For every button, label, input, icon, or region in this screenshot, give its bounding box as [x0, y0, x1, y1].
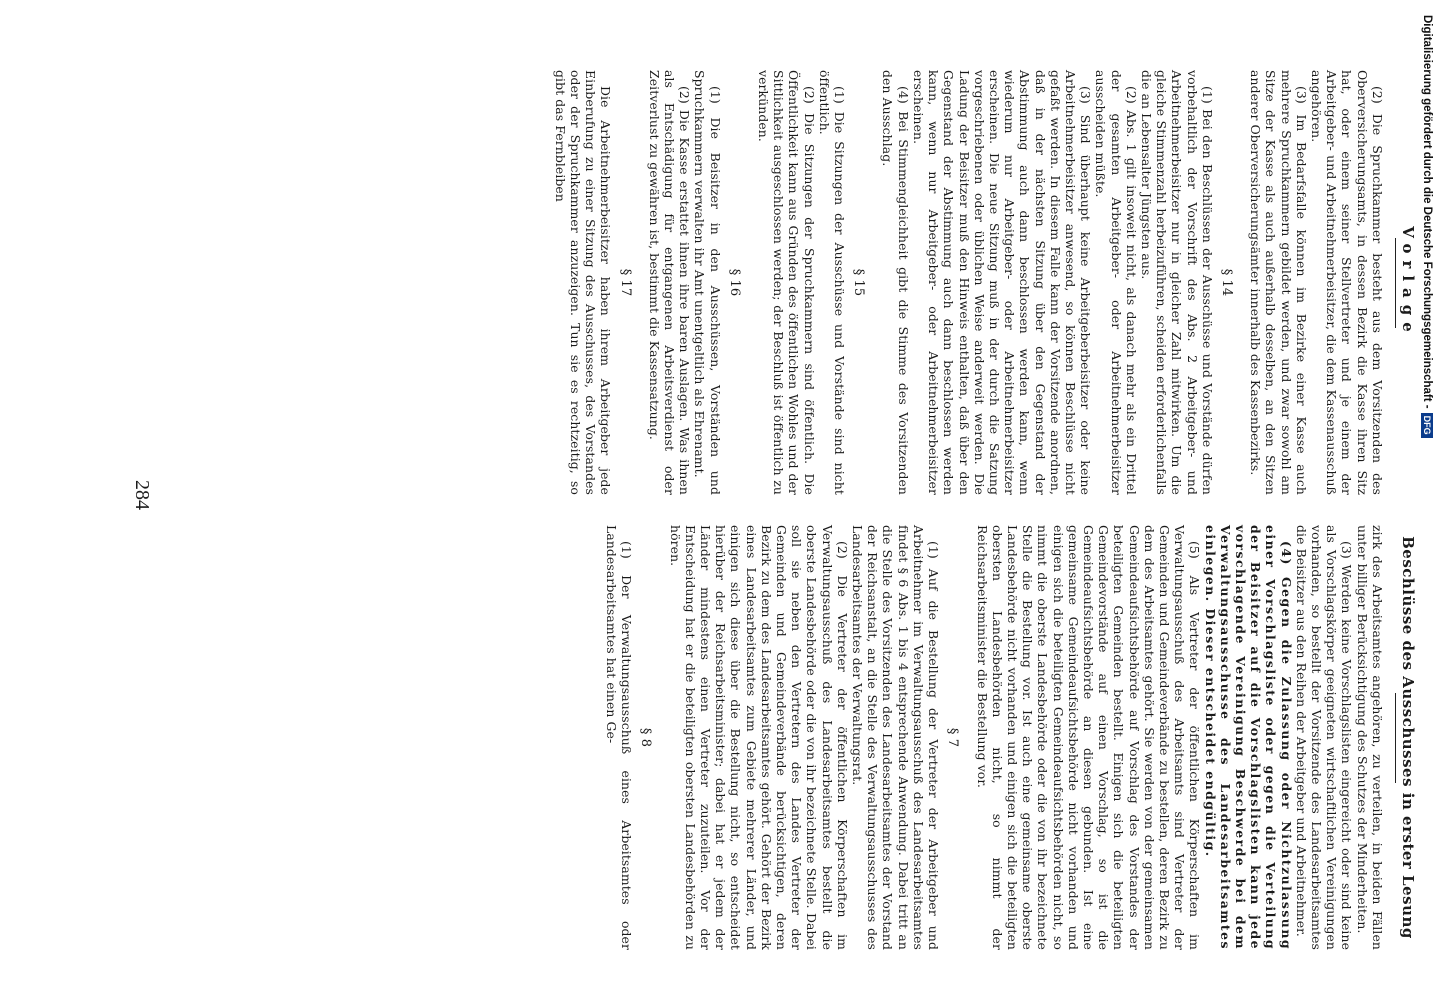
funding-credit [1421, 15, 1433, 438]
paragraph: (2) Die Kasse erstattet ihnen ihre baren Auslagen. Was ihnen als Entschädigung für entgangenen Arbeitsverdienst oder Zeitverlust zu gewähren ist, bestimmt die Kassensatzung. [646, 70, 693, 495]
paragraph: (1) Der Verwaltungsausschuß eines Arbeitsamtes oder Landesarbeitsamtes hat einen Ge- [604, 525, 635, 950]
funding-credit-text: Digitalisierung gefördert durch die Deutsche Forschungsgemeinschaft - [1420, 15, 1433, 409]
paragraph: (4) Bei Stimmengleichheit gibt die Stimme des Vorsitzenden den Ausschlag. [880, 70, 911, 495]
paragraph: (3) Im Bedarfsfalle können im Bezirke einer Kasse auch mehrere Spruchkammern gebildet werden, und zwar sowohl am Sitze der Kasse als auch außerhalb desselben, an den Sitzen anderer Oberversicherungsämter innerhalb des Kassenbezirks. [1248, 70, 1309, 495]
dfg-logo: DFG [1421, 413, 1433, 438]
section-title: § 14 [1218, 268, 1234, 297]
paragraph: (1) Die Sitzungen der Ausschüsse und Vorstände sind nicht öffentlich. [816, 70, 848, 495]
section-title: § 15 [851, 268, 867, 297]
paragraph: (4) Gegen die Zulassung oder Nichtzulassung einer Vorschlagsliste oder gegen die Verteilung der Beisitzer auf die Vorschlagslisten kann jede vorschlagende Vereinigung Beschwerde bei dem Verwaltungsausschusse des Landesarbeitsamtes einlegen. Dieser entscheidet endgültig. [1202, 525, 1294, 950]
right-column [604, 525, 1415, 950]
paragraph: (2) Abs. 1 gilt insoweit nicht, als danach mehr als ein Drittel der gesamten Arbeitgeber- oder Arbeitnehmerbeisitzer ausscheiden müßte. [1093, 70, 1139, 495]
section-title: § 7 [945, 727, 961, 748]
heading-rule [1395, 693, 1396, 783]
heading-rule [1395, 238, 1396, 328]
paragraph: Die Arbeitnehmerbeisitzer haben ihrem Arbeitgeber jede Einberufung zu einer Sitzung des Ausschusses, des Vorstandes oder der Spruchkammer anzuzeigen. Tun sie es rechtzeitig, so gibt das Fernbleiben [552, 70, 614, 495]
paragraph: (2) Die Spruchkammer besteht aus dem Vorsitzenden des Oberversicherungsamts, in dessen Bezirk die Kasse ihren Sitz hat, oder einem seiner Stellvertreter und je einem der Arbeitgeber- und Arbeitnehmerbeisitzer, die dem Kassenausschuß angehören. [1308, 70, 1385, 495]
page-number: 284 [131, 480, 153, 510]
paragraph: (3) Werden keine Vorschlagslisten eingereicht oder sind keine als Vorschlagskörper geeigneten wirtschaftlichen Vereinigungen vorhanden, so bestellt der Vorsitzende des Landesarbeitsamtes die Beisitzer aus den Reihen der Arbeitgeber und Arbeitnehmer. [1293, 525, 1355, 950]
paragraph: (2) Die Sitzungen der Spruchkammern sind öffentlich. Die Öffentlichkeit kann aus Gründen des öffentlichen Wohles und der Sittlichkeit ausgeschlossen werden; der Beschluß ist öffentlich zu verkünden. [756, 70, 817, 495]
paragraph: zirk des Arbeitsamtes angehören, zu verteilen, in beiden Fällen unter billiger Berücksichtigung des Schutzes der Minderheiten. [1354, 525, 1385, 950]
paragraph: (5) Als Vertreter der öffentlichen Körperschaften im Verwaltungsausschuß des Arbeitsamts sind Vertreter der Gemeinden und Gemeindeverbände zu bestellen, deren Bezirk zu dem des Arbeitsamtes gehört. Sie werden von der gemeinsamen Gemeindeaufsichtsbehörde auf Vorschlag des Vorstandes der beteiligten Gemeinden bestellt. Einigen sich die beteiligten Gemeindevorstände auf einen Vorschlag, so ist die Gemeindeaufsichtsbehörde an diesen gebunden. Ist eine gemeinsame Gemeindeaufsichtsbehörde nicht vorhanden und einigen sich die beteiligten Gemeindeaufsichtsbehörden nicht, so nimmt die oberste Landesbehörde oder die von ihr bezeichnete Stelle die Bestellung vor. Ist auch eine gemeinsame oberste Landesbehörde nicht vorhanden und einigen sich die beteiligten obersten Landesbehörden nicht, so nimmt der Reichsarbeitsminister die Bestellung vor. [974, 525, 1203, 950]
paragraph: (1) Auf die Bestellung der Vertreter der Arbeitgeber und Arbeitnehmer im Verwaltungsausschuß des Landesarbeitsamtes findet § 6 Abs. 1 bis 4 entsprechende Anwendung. Dabei tritt an die Stelle des Vorsitzenden des Landesarbeitsamtes der Vorstand der Reichsanstalt, an die Stelle des Verwaltungsausschusses des Landesarbeitsamtes der Verwaltungsrat. [850, 525, 942, 950]
document-page [131, 70, 1417, 950]
section-title: § 8 [638, 727, 654, 748]
right-column-heading: Beschlüsse des Ausschusses in erster Lesung [1399, 536, 1417, 939]
section-title: § 16 [726, 268, 742, 297]
paragraph: (1) Die Beisitzer in den Ausschüssen, Vorständen und Spruchkammern verwalten ihr Amt unentgeltlich als Ehrenamt. [692, 70, 723, 495]
paragraph: (1) Bei den Beschlüssen der Ausschüsse und Vorstände dürfen vorbehaltlich der Vorschrift des Abs. 2 Arbeitgeber- und Arbeitnehmerbeisitzer nur in gleicher Zahl mitwirken. Um die gleiche Stimmenzahl herbeizuführen, scheiden erforderlichenfalls die an Lebensalter Jüngsten aus. [1138, 70, 1215, 495]
paragraph: (2) Die Vertreter der öffentlichen Körperschaften im Verwaltungsausschuß des Landesarbeitsamtes bestellt die oberste Landesbehörde oder die von ihr bezeichnete Stelle. Dabei soll sie neben den Vertretern des Landes Vertreter der Gemeinden und Gemeindeverbände berücksichtigen, deren Bezirk zu dem des Landesarbeitsamtes gehört. Gehört der Bezirk eines Landesarbeitsamtes zum Gebiete mehrerer Länder, und einigen sich diese über die Bestellung nicht, so entscheidet hierüber der Reichsarbeitsminister; dabei hat er jedem der Länder mindestens einen Vertreter zuzuteilen. Vor der Entscheidung hat er die beteiligten obersten Landesbehörden zu hören. [667, 525, 850, 950]
paragraph: (3) Sind überhaupt keine Arbeitgeberbeisitzer oder keine Arbeitnehmerbeisitzer anwesend, so können Beschlüsse nicht gefaßt werden. In diesem Falle kann der Vorsitzende anordnen, daß in der nächsten Sitzung über den Gegenstand der Abstimmung auch dann beschlossen werden kann, wenn wiederum nur Arbeitgeber- oder Arbeitnehmerbeisitzer erscheinen. Die neue Sitzung muß in der durch die Satzung vorgeschriebenen oder üblichen Weise anderweit werden. Die Ladung der Beisitzer muß den Hinweis enthalten, daß über den Gegenstand der Abstimmung auch dann beschlossen werden kann, wenn nur Arbeitgeber- oder Arbeitnehmerbeisitzer erscheinen. [910, 70, 1094, 495]
left-column-heading: Vorlage [1399, 226, 1417, 339]
left-column [553, 70, 1415, 495]
section-title: § 17 [617, 268, 633, 297]
